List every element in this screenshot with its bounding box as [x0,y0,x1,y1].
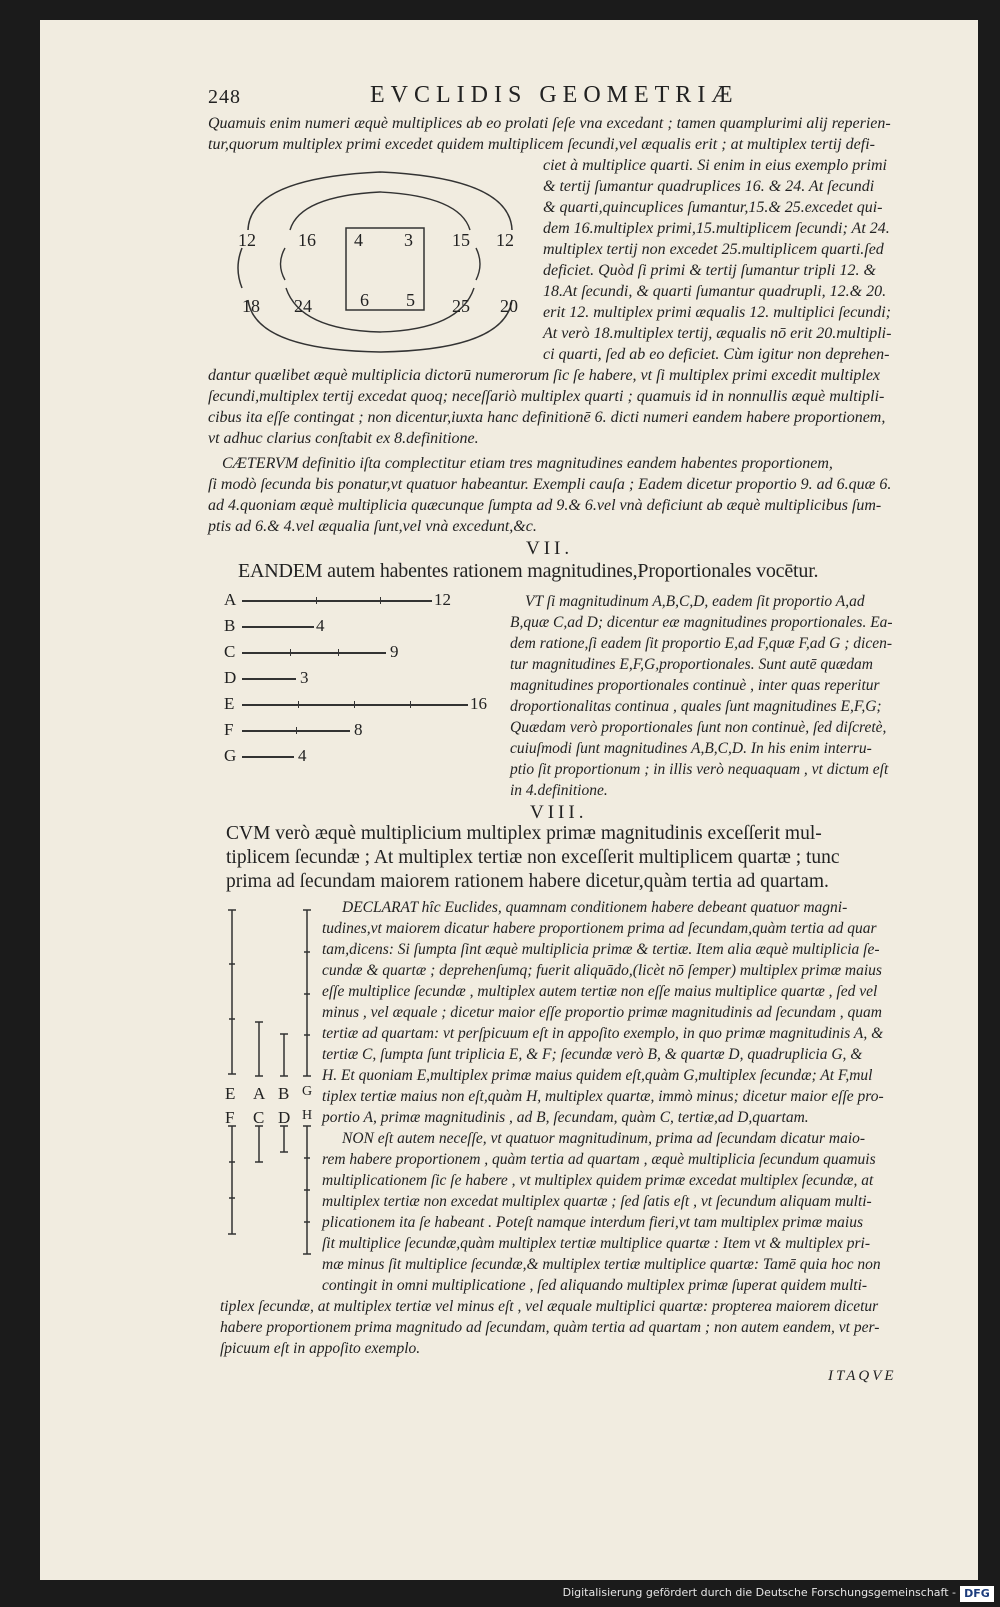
text-line: eſſe multiplice ſecundæ , multiplex autem tertiæ non eſſe maius multiplice quartæ , ſed vel [322,983,878,1000]
text-line: ci quarti, ſed ab eo deficiet. Cùm igitur non deprehen- [543,346,890,363]
outer-right-top-number: 12 [496,230,514,250]
definition-7-number: VII. [526,538,574,559]
tick-mark [298,701,299,708]
line-value-g: 4 [298,746,307,765]
multiples-diagram [230,168,530,358]
text-line: magnitudines proportionales continuè , inter quas reperitur [510,677,880,694]
text-line: Quædam verò proportionales ſunt non continuè, ſed diſcretè, [510,719,887,736]
vertical-line-segments [222,904,332,1274]
text-line: tiplex tertiæ maius non eſt,quàm H, multiplex quartæ, immò minus; dicetur maior eſſe pro- [322,1088,884,1105]
line-value-d: 3 [300,668,309,687]
text-line: vt adhuc clarius conſtabit ex 8.definitione. [208,430,479,447]
text-line: multiplex tertij non excedet 25.multiplicem quarti.ſed [543,241,884,258]
text-line: minus , vel æquale ; dicetur maior eſſe proportio primæ magnitudinis ad ſecundam , quam [322,1004,882,1021]
line-letter-f: F [224,720,234,739]
line-b [242,626,314,628]
outer-left-bottom-number: 18 [242,296,260,316]
proportional-lines-figure [220,590,510,780]
line-value-e: 16 [470,694,487,713]
text-line: ciet à multiplice quarti. Si enim in eius exemplo primi [543,157,887,174]
text-line: ptio ſit proportionum ; in illis verò nequaquam , vt dictum eſt [510,761,889,778]
text-line: 18.At ſecundi, & quarti ſumantur quadrupli, 12.& 20. [543,283,887,300]
line-g [242,756,294,758]
inner-right-top-number: 15 [452,230,470,250]
text-line: plicationem ita ſe habeant . Poteſt namque interdum fieri,vt tam multiplex primæ maius [322,1214,863,1231]
text-line: multiplicationem ſic ſe habere , vt multiplex quidem primæ excedat multiplex ſecundæ, at [322,1172,874,1189]
text-line: tudines,vt maiorem dicatur habere proportionem prima ad ſecundam,quàm tertia ad quar [322,920,877,937]
line-value-b: 4 [316,616,325,635]
text-line: dantur quælibet æquè multiplicia dictorū numerorum ſic ſe habere, vt ſi multiplex primi excedit multiplex [208,367,881,384]
text-line: prima ad ſecundam maiorem rationem habere dicetur,quàm tertia ad quartam. [226,871,829,892]
text-line: tertiæ ad quartam: vt perſpicuum eſt in appoſito exemplo, in quo primæ magnitudinis A, & [322,1025,884,1042]
text-line: Quamuis enim numeri æquè multiplices ab eo prolati ſeſe vna excedant ; tamen quamplurimi alij reperien- [208,115,891,132]
text-line: in 4.definitione. [510,782,608,799]
text-line: H. Et quoniam E,multiplex primæ maius quidem eſt,quàm G,multiplex ſecundæ; At F,mul [322,1067,873,1084]
text-line: & quarti,quincuplices ſumantur,15.& 25.excedet qui- [543,199,883,216]
line-letter-a: A [224,590,237,609]
vertical-letter-g: G [302,1084,313,1099]
text-line: cuiuſmodi ſunt magnitudines A,B,C,D. In his enim interru- [510,740,872,757]
tick-mark [410,701,411,708]
vertical-letter-d: D [278,1108,291,1127]
text-line: tiplex ſecundæ, at multiplex tertiæ vel minus eſt , vel æquale multiplici quartæ: propterea maiorem dicetur [220,1298,879,1315]
text-line: cundæ & quartæ ; deprehenſumq; fuerit aliquādo,(licèt nō ſemper) multiplex primæ maius [322,962,882,979]
text-line: tur,quorum multiplex primi excedet quidem multiplicem ſecundi,vel æqualis erit ; at multiplex tertij defi- [208,136,875,153]
line-value-c: 9 [390,642,399,661]
text-line: ſi modò ſecunda bis ponatur,vt quatuor habeantur. Exempli cauſa ; Eadem dicetur proportio 9. ad 6.quæ 6. [208,476,892,493]
text-line: B,quæ C,ad D; dicentur eæ magnitudines proportionales. Ea- [510,614,893,631]
text-line: ſit multiplice ſecundæ,quàm multiplex tertiæ multiplice quartæ : Item vt & multiplex pri- [322,1235,871,1252]
text-line: CÆTERVM definitio iſta complectitur etiam tres magnitudines eandem habentes proportionem, [222,455,833,472]
vertical-letter-e: E [225,1084,236,1103]
inner-right-bottom-number: 25 [452,296,470,316]
line-letter-b: B [224,616,236,635]
line-d [242,678,296,680]
tick-mark [338,649,339,656]
multiples-arcs [230,168,530,358]
line-letter-g: G [224,746,237,765]
line-a [242,600,432,602]
definition-8-number: VIII. [530,802,588,823]
text-line: VT ſi magnitudinum A,B,C,D, eadem ſit proportio A,ad [525,593,865,610]
box-bottom-right-number: 5 [406,290,415,310]
outer-right-bottom-number: 20 [500,296,518,316]
tick-mark [354,701,355,708]
text-line: rem habere proportionem , quàm tertia ad quartam , æquè multiplicia ſecundum quamuis [322,1151,876,1168]
box-top-left-number: 4 [354,230,363,250]
text-line: tiplicem ſecundæ ; At multiplex tertiæ non exceſſerit multiplicem quartæ ; tunc [226,847,840,868]
text-line: CVM verò æquè multiplicium multiplex primæ magnitudinis exceſſerit mul- [226,823,822,844]
text-line: portio A, primæ magnitudinis , ad B, ſecundam, quàm C, tertiæ,ad D,quartam. [322,1109,809,1126]
box-bottom-left-number: 6 [360,290,369,310]
text-line: ptis ad 6.& 4.vel æqualia ſunt,vel vnà excedunt,&c. [208,518,537,535]
vertical-letter-a: A [253,1084,266,1103]
vertical-letter-c: C [253,1108,265,1127]
text-line: DECLARAT hîc Euclides, quamnam conditionem habere debeant quatuor magni- [342,899,848,916]
tick-mark [296,727,297,734]
vertical-letter-h: H [302,1108,313,1123]
text-line: ſpicuum eſt in appoſito exemplo. [220,1340,421,1357]
text-line: mæ minus ſit multiplice ſecundæ,& multiplex tertiæ multiplice quartæ: Tamē quia hoc non [322,1256,881,1273]
text-line: tam,dicens: Si ſumpta ſint æquè multiplicia primæ & tertiæ. Item alia æquè multiplicia ſe- [322,941,880,958]
text-line: erit 12. multiplex primi æqualis 12. multiplici ſecundi; [543,304,891,321]
page-number: 248 [208,86,241,108]
text-line: At verò 18.multiplex tertij, æqualis nō erit 20.multipli- [543,325,892,342]
running-title: EVCLIDIS GEOMETRIÆ [370,82,739,108]
text-line: ad 4.quoniam æquè multiplicia quæcunque ſumpta ad 9.& 6.vel vnà deficiunt ab æquè multiplicibus ſum- [208,497,882,514]
definition-7-text: EANDEM autem habentes rationem magnitudines,Proportionales vocētur. [238,560,819,582]
dfg-logo: DFG [960,1586,994,1602]
tick-mark [380,597,381,604]
catchword: ITAQVE [828,1368,897,1384]
text-line: deficiet. Quòd ſi primi & tertij ſumantur tripli 12. & [543,262,876,279]
text-line: habere proportionem prima magnitudo ad ſecundam, quàm tertia ad quartam ; non autem eandem, vt per- [220,1319,880,1336]
book-page [40,20,978,1580]
text-line: tertiæ C, ſumpta ſunt triplicia E, & F; ſecundæ verò B, & quartæ D, quadruplicia G, & [322,1046,863,1063]
text-line: multiplex tertiæ non excedat multiplex quartæ ; ſed ſatis eſt , vt ſecundum aliquam multi- [322,1193,872,1210]
vertical-letter-f: F [225,1108,235,1127]
text-line: ſecundi,multiplex tertij excedat quoq; neceſſariò multiplex quarti ; quamuis id in nonnullis æquè multipli- [208,388,885,405]
footer-credit: Digitalisierung gefördert durch die Deutsche Forschungsgemeinschaft - [562,1586,956,1599]
line-c [242,652,386,654]
text-line: dem ratione,ſi eadem ſit proportio E,ad F,quæ F,ad G ; dicen- [510,635,893,652]
inner-left-top-number: 16 [298,230,316,250]
line-letter-e: E [224,694,235,713]
line-letter-c: C [224,642,236,661]
text-line: cibus ita eſſe contingat ; non dicentur,iuxta hanc definitionē 6. dicti numeri eandem habere proportionem, [208,409,886,426]
vertical-letter-b: B [278,1084,290,1103]
text-line: tur magnitudines E,F,G,proportionales. Sunt autē quædam [510,656,873,673]
text-line: droportionalitas continua , quales ſunt magnitudines E,F,G; [510,698,882,715]
outer-left-top-number: 12 [238,230,256,250]
vertical-lines-figure [222,904,332,1274]
digitization-footer [0,1582,1000,1607]
tick-mark [316,597,317,604]
text-line: & tertij ſumantur quadruplices 16. & 24. At ſecundi [543,178,875,195]
tick-mark [290,649,291,656]
text-line: contingit in omni multiplicatione , ſed aliquando multiplex primæ ſuperat quidem multi- [322,1277,868,1294]
line-value-f: 8 [354,720,363,739]
text-line: dem 16.multiplex primi,15.multiplicem ſecundi; At 24. [543,220,890,237]
text-line: NON eſt autem neceſſe, vt quatuor magnitudinum, prima ad ſecundam dicatur maio- [342,1130,866,1147]
box-top-right-number: 3 [404,230,413,250]
line-value-a: 12 [434,590,451,609]
inner-left-bottom-number: 24 [294,296,312,316]
line-letter-d: D [224,668,237,687]
